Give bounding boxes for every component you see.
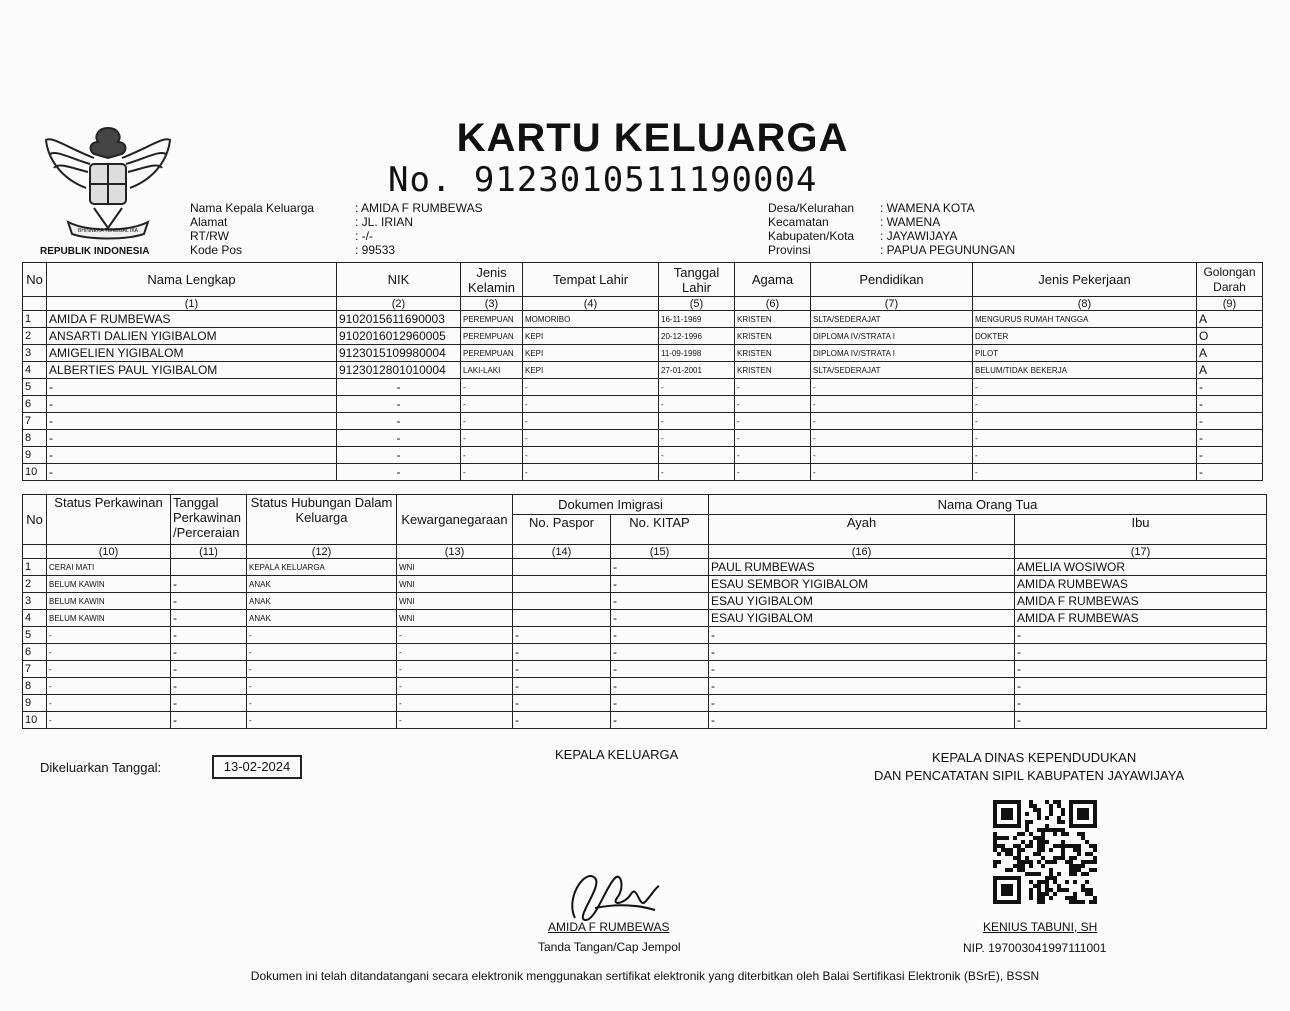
table-cell: - [523,447,659,464]
table-cell: - [973,430,1197,447]
table-cell: - [1197,413,1263,430]
table-cell: - [735,396,811,413]
table-cell: 9 [23,695,47,712]
e-signature-disclaimer: Dokumen ini telah ditandatangani secara elektronik menggunakan sertifikat elektronik yang diterbitkan oleh Balai Sertifikasi Elektronik (BSrE), BSSN [250,969,1040,983]
table-cell: - [1197,379,1263,396]
table-cell: - [47,644,171,661]
table-cell: WNI [397,610,513,627]
table-cell: - [973,379,1197,396]
table-cell: BELUM KAWIN [47,593,171,610]
table-cell: - [47,447,337,464]
table-cell: - [397,661,513,678]
table-cell: - [513,661,611,678]
table-cell: - [47,627,171,644]
table-cell: MOMORIBO [523,311,659,328]
table-cell: PILOT [973,345,1197,362]
table-cell: - [973,396,1197,413]
header-pendidikan: Pendidikan [811,263,973,297]
colnum: (8) [973,297,1197,311]
table-cell: - [513,627,611,644]
table-cell: - [611,627,709,644]
table-cell: - [397,678,513,695]
table-cell: 8 [23,678,47,695]
table-cell: 7 [23,661,47,678]
header-ayah: Ayah [709,515,1015,545]
table-row [23,678,1267,695]
table-cell: - [709,695,1015,712]
table-cell: - [247,695,397,712]
table-cell: - [611,678,709,695]
table-cell: PEREMPUAN [461,328,523,345]
colnum: (9) [1197,297,1263,311]
table-cell: AMIDA F RUMBEWAS [1015,610,1267,627]
table-cell: - [611,576,709,593]
table-cell: - [659,447,735,464]
table-cell [513,576,611,593]
table-cell: AMIDA F RUMBEWAS [47,311,337,328]
head-of-family-label: KEPALA KELUARGA [555,747,679,762]
table-cell: - [47,430,337,447]
table-row [23,644,1267,661]
table-cell: O [1197,328,1263,345]
table-cell: ESAU YIGIBALOM [709,610,1015,627]
table-cell: BELUM/TIDAK BEKERJA [973,362,1197,379]
table-cell: AMIDA F RUMBEWAS [1015,593,1267,610]
table-cell: A [1197,362,1263,379]
official-nip: NIP. 197003041997111001 [963,941,1107,955]
table-cell: - [513,695,611,712]
table-row [23,328,1263,345]
colnum: (13) [397,545,513,559]
table-cell: 3 [23,593,47,610]
table-cell: WNI [397,559,513,576]
table-cell: AMELIA WOSIWOR [1015,559,1267,576]
table-cell: - [523,413,659,430]
table-cell: BELUM KAWIN [47,576,171,593]
table-cell: 4 [23,362,47,379]
table-cell: - [247,678,397,695]
table-cell: - [171,627,247,644]
header-tanggal-perkawinan: Tanggal Perkawinan /Perceraian [171,495,247,545]
table-cell: - [1015,661,1267,678]
official-title-line-1: KEPALA DINAS KEPENDUDUKAN [932,750,1137,765]
header-ibu: Ibu [1015,515,1267,545]
table-cell: - [513,712,611,729]
table-cell: - [461,447,523,464]
header-nama: Nama Lengkap [47,263,337,297]
table-cell: KRISTEN [735,328,811,345]
colnum: (2) [337,297,461,311]
document-title: KARTU KELUARGA [456,116,849,160]
info-value-rtrw: : -/- [355,229,373,243]
colnum: (10) [47,545,171,559]
table-cell: 9102016012960005 [337,328,461,345]
table-cell: - [171,712,247,729]
table-cell: SLTA/SEDERAJAT [811,311,973,328]
table-row [23,396,1263,413]
table-cell: - [397,695,513,712]
table-cell: KEPALA KELUARGA [247,559,397,576]
colnum: (15) [611,545,709,559]
colnum: (11) [171,545,247,559]
table-cell: 11-09-1998 [659,345,735,362]
table-cell: BELUM KAWIN [47,610,171,627]
table-cell: - [337,413,461,430]
table-cell: - [513,678,611,695]
table-cell: CERAI MATI [47,559,171,576]
table-cell: - [611,593,709,610]
header-no: No [23,495,47,545]
info-label-provinsi: Provinsi [768,243,811,257]
colnum: (5) [659,297,735,311]
colnum: (6) [735,297,811,311]
table-cell: 10 [23,464,47,481]
table-cell: KRISTEN [735,362,811,379]
table-cell: - [735,464,811,481]
table-cell: MENGURUS RUMAH TANGGA [973,311,1197,328]
table-cell: 27-01-2001 [659,362,735,379]
table-cell: - [47,464,337,481]
table-cell: DIPLOMA IV/STRATA I [811,345,973,362]
official-title-line-2: DAN PENCATATAN SIPIL KABUPATEN JAYAWIJAYA [874,768,1185,783]
table-cell: 10 [23,712,47,729]
table-cell: 9 [23,447,47,464]
info-label-desa: Desa/Kelurahan [768,201,855,215]
table-cell: - [811,464,973,481]
table-cell: PEREMPUAN [461,311,523,328]
header-status-hubungan: Status Hubungan Dalam Keluarga [247,495,397,545]
table-cell: 1 [23,559,47,576]
table-cell: 16-11-1969 [659,311,735,328]
colnum: (4) [523,297,659,311]
table-cell: - [709,661,1015,678]
table-cell: - [397,712,513,729]
colnum: (12) [247,545,397,559]
table-cell: - [811,396,973,413]
header-pekerjaan: Jenis Pekerjaan [973,263,1197,297]
table-cell: - [1015,712,1267,729]
table-cell: WNI [397,576,513,593]
table-cell: - [513,644,611,661]
table-row [23,464,1263,481]
table-cell: 6 [23,396,47,413]
table-cell: - [523,430,659,447]
table-cell: 9123015109980004 [337,345,461,362]
qr-code-icon [993,800,1097,904]
header-tempat-lahir: Tempat Lahir [523,263,659,297]
table-row [23,559,1267,576]
table-cell: 5 [23,627,47,644]
colnum: (7) [811,297,973,311]
table-cell: - [47,661,171,678]
colnum: (14) [513,545,611,559]
header-golongan-darah: Golongan Darah [1197,263,1263,297]
header-nik: NIK [337,263,461,297]
header-kitap: No. KITAP [611,515,709,545]
table-cell: - [1197,464,1263,481]
table-cell [171,559,247,576]
table-cell: 9102015611690003 [337,311,461,328]
info-value-kabupaten: : JAYAWIJAYA [880,229,958,243]
info-label-kecamatan: Kecamatan [768,215,829,229]
table-row [23,345,1263,362]
table-cell: ALBERTIES PAUL YIGIBALOM [47,362,337,379]
header-tanggal-lahir: Tanggal Lahir [659,263,735,297]
table-row [23,362,1263,379]
table-cell: ANAK [247,576,397,593]
table-cell: - [811,447,973,464]
table-cell: - [397,644,513,661]
table-cell: - [247,661,397,678]
table-cell: KEPI [523,328,659,345]
table-cell: - [735,379,811,396]
table-cell: 9123012801010004 [337,362,461,379]
table-cell: - [1015,627,1267,644]
info-value-desa: : WAMENA KOTA [880,201,975,215]
table-cell: PAUL RUMBEWAS [709,559,1015,576]
header-dokumen-imigrasi: Dokumen Imigrasi [513,495,709,515]
table-row [23,430,1263,447]
table-cell: - [709,712,1015,729]
table-row [23,610,1267,627]
table-cell: - [811,379,973,396]
table-cell [513,610,611,627]
table-cell: DIPLOMA IV/STRATA I [811,328,973,345]
table-row [23,311,1263,328]
table-cell: - [973,413,1197,430]
table-cell: - [47,379,337,396]
header-agama: Agama [735,263,811,297]
table-cell: ANAK [247,610,397,627]
kk-number: No. 9123010511190004 [388,160,818,200]
official-name: KENIUS TABUNI, SH [983,920,1098,934]
table-cell: ESAU SEMBOR YIGIBALOM [709,576,1015,593]
table-cell: - [397,627,513,644]
table-cell: - [1015,644,1267,661]
table-cell: - [1197,396,1263,413]
table-cell: - [247,712,397,729]
table-cell: - [337,464,461,481]
table-row [23,695,1267,712]
table-cell: - [523,464,659,481]
table-cell: - [735,430,811,447]
table-cell: LAKI-LAKI [461,362,523,379]
table-cell: - [659,396,735,413]
table-cell: - [709,644,1015,661]
table-cell: 1 [23,311,47,328]
issued-date: 13-02-2024 [212,755,302,779]
table-cell: KEPI [523,362,659,379]
info-value-alamat: : JL. IRIAN [355,215,414,229]
colnum: (16) [709,545,1015,559]
table-cell: - [659,379,735,396]
table-cell: - [1197,447,1263,464]
table-cell: - [811,430,973,447]
table-cell: - [247,627,397,644]
info-label-rtrw: RT/RW [190,229,229,243]
table-cell: - [973,447,1197,464]
info-value-kecamatan: : WAMENA [880,215,941,229]
table-cell: - [735,413,811,430]
table-cell: - [337,430,461,447]
table-cell: 20-12-1996 [659,328,735,345]
signature-caption: Tanda Tangan/Cap Jempol [538,940,681,954]
table-cell: KRISTEN [735,345,811,362]
table-cell: - [171,695,247,712]
table-cell: - [461,413,523,430]
table-cell: KEPI [523,345,659,362]
table-row [23,661,1267,678]
table-cell: - [973,464,1197,481]
colnum: (17) [1015,545,1267,559]
table-cell: - [611,559,709,576]
header-kewarganegaraan: Kewarganegaraan [397,495,513,545]
table-cell: - [1015,695,1267,712]
table-cell: - [47,695,171,712]
table-cell: - [611,610,709,627]
table-cell: - [523,396,659,413]
family-members-table [22,262,1263,481]
table-cell: - [461,464,523,481]
table-cell: A [1197,311,1263,328]
table-cell: - [1015,678,1267,695]
emblem-caption: REPUBLIK INDONESIA [40,246,150,257]
table-cell: - [735,447,811,464]
table-cell: ANSARTI DALIEN YIGIBALOM [47,328,337,345]
table-cell: 8 [23,430,47,447]
table-cell: ANAK [247,593,397,610]
header-paspor: No. Paspor [513,515,611,545]
table-cell: - [1197,430,1263,447]
table-cell: 6 [23,644,47,661]
table-cell: - [659,430,735,447]
table-cell: - [611,644,709,661]
table-cell: - [47,396,337,413]
table-cell: - [337,396,461,413]
table-row [23,593,1267,610]
table-cell: - [171,644,247,661]
table-row [23,712,1267,729]
table-cell: - [659,413,735,430]
table-row [23,413,1263,430]
table-cell: - [709,678,1015,695]
table-cell: - [611,661,709,678]
table-cell: DOKTER [973,328,1197,345]
issued-label: Dikeluarkan Tanggal: [40,760,162,775]
header-status-perkawinan: Status Perkawinan [47,495,171,545]
table-cell: - [47,678,171,695]
family-status-table [22,494,1267,729]
header-jenis-kelamin: Jenis Kelamin [461,263,523,297]
header-no: No [23,263,47,297]
info-label-kodepos: Kode Pos [190,243,243,257]
header-nama-orang-tua: Nama Orang Tua [709,495,1267,515]
table-cell: 2 [23,328,47,345]
table-cell: 7 [23,413,47,430]
table-cell: - [709,627,1015,644]
info-value-kodepos: : 99533 [355,243,396,257]
table-row [23,447,1263,464]
table-cell: - [811,413,973,430]
head-of-family-name: AMIDA F RUMBEWAS [548,920,670,934]
emblem-motto: BHINNEKA TUNGGAL IKA [77,228,139,234]
table-cell: - [337,379,461,396]
table-cell: AMIDA RUMBEWAS [1015,576,1267,593]
table-cell: - [47,712,171,729]
table-cell: - [247,644,397,661]
table-cell: - [611,695,709,712]
info-label-nama: Nama Kepala Keluarga [190,201,315,215]
table-cell: - [171,593,247,610]
table-cell: - [337,447,461,464]
table-cell: - [461,379,523,396]
table-cell: - [47,413,337,430]
table-cell: - [461,430,523,447]
table-cell: 2 [23,576,47,593]
table-cell: - [523,379,659,396]
table-cell: - [659,464,735,481]
table-cell: - [171,661,247,678]
table-cell: A [1197,345,1263,362]
table-cell: - [171,576,247,593]
table-cell: - [171,610,247,627]
table-row [23,576,1267,593]
table-cell [513,593,611,610]
table-cell: - [461,396,523,413]
table-cell: 4 [23,610,47,627]
table-cell: - [171,678,247,695]
table-cell: SLTA/SEDERAJAT [811,362,973,379]
table-cell: AMIGELIEN YIGIBALOM [47,345,337,362]
table-row [23,627,1267,644]
colnum: (3) [461,297,523,311]
table-cell: WNI [397,593,513,610]
colnum: (1) [47,297,337,311]
table-cell: 5 [23,379,47,396]
table-cell: KRISTEN [735,311,811,328]
info-label-kabupaten: Kabupaten/Kota [768,229,855,243]
table-cell: ESAU YIGIBALOM [709,593,1015,610]
info-label-alamat: Alamat [190,215,228,229]
table-cell: - [611,712,709,729]
info-value-provinsi: : PAPUA PEGUNUNGAN [880,243,1016,257]
table-cell [513,559,611,576]
table-cell: 3 [23,345,47,362]
table-row [23,379,1263,396]
table-cell: PEREMPUAN [461,345,523,362]
info-value-nama: : AMIDA F RUMBEWAS [355,201,483,215]
